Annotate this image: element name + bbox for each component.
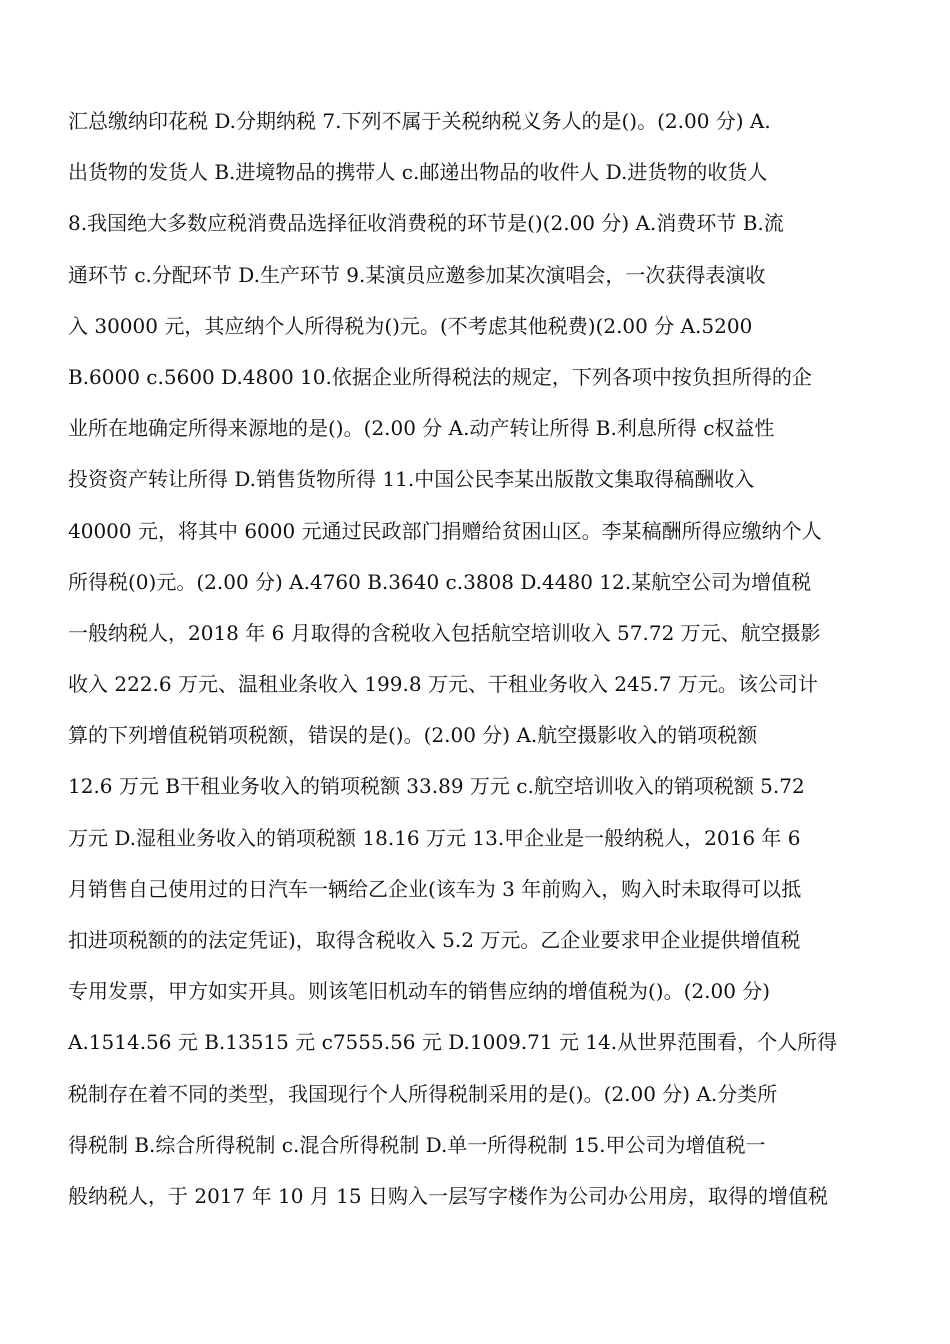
text-line: 业所在地确定所得来源地的是()。(2.00 分 A.动产转让所得 B.利息所得 c权益性	[68, 416, 775, 441]
text-line: B.6000 c.5600 D.4800 10.依据企业所得税法的规定，下列各项中按负担所得的企	[68, 364, 812, 389]
text-line: 月销售自己使用过的日汽车一辆给乙企业(该车为 3 年前购入，购入时未取得可以抵	[68, 876, 802, 901]
text-line: 扣进项税额的的法定凭证)，取得含税收入 5.2 万元。乙企业要求甲企业提供增值税	[68, 928, 801, 952]
text-line: 40000 元，将其中 6000 元通过民政部门捐赠给贫困山区。李某稿酬所得应缴纳个人	[68, 518, 822, 543]
document-body	[68, 96, 888, 1222]
text-line: 税制存在着不同的类型，我国现行个人所得税制采用的是()。(2.00 分) A.分类所	[68, 1081, 778, 1106]
text-line: 投资资产转让所得 D.销售货物所得 11.中国公民李某出版散文集取得稿酬收入	[68, 467, 755, 492]
text-line: 算的下列增值税销项税额，错误的是()。(2.00 分) A.航空摄影收入的销项税额	[68, 723, 758, 748]
text-line: 汇总缴纳印花税 D.分期纳税 7.下列不属于关税纳税义务人的是()。(2.00 分) A.	[68, 109, 771, 133]
text-line: 专用发票，甲方如实开具。则该笔旧机动车的销售应纳的增值税为()。(2.00 分)	[68, 979, 771, 1004]
text-line: 8.我国绝大多数应税消费品选择征收消费税的环节是()(2.00 分) A.消费环节 B.流	[68, 211, 784, 236]
text-line: 收入 222.6 万元、温租业条收入 199.8 万元、干租业务收入 245.7 万元。该公司计	[68, 672, 818, 697]
text-line: 入 30000 元，其应纳个人所得税为()元。(不考虑其他税费)(2.00 分 A.5200	[68, 313, 753, 338]
text-line: 12.6 万元 B干租业务收入的销项税额 33.89 万元 c.航空培训收入的销项税额 5.72	[68, 774, 805, 799]
text-line: 所得税(0)元。(2.00 分) A.4760 B.3640 c.3808 D.4480 12.某航空公司为增值税	[68, 569, 812, 594]
text-line: A.1514.56 元 B.13515 元 c7555.56 元 D.1009.71 元 14.从世界范围看，个人所得	[68, 1030, 838, 1055]
text-line: 一般纳税人，2018 年 6 月取得的含税收入包括航空培训收入 57.72 万元、航空摄影	[68, 620, 821, 645]
text-line: 得税制 B.综合所得税制 c.混合所得税制 D.单一所得税制 15.甲公司为增值税一	[68, 1132, 766, 1157]
text-line: 般纳税人，于 2017 年 10 月 15 日购入一层写字楼作为公司办公用房，取得的增值税	[68, 1183, 828, 1208]
text-line: 万元 D.湿租业务收入的销项税额 18.16 万元 13.甲企业是一般纳税人，2016 年 6	[68, 825, 801, 850]
text-line: 通环节 c.分配环节 D.生产环节 9.某演员应邀参加某次演唱会，一次获得表演收	[68, 262, 766, 287]
text-line: 出货物的发货人 B.进境物品的携带人 c.邮递出物品的收件人 D.进货物的收货人	[68, 160, 768, 185]
